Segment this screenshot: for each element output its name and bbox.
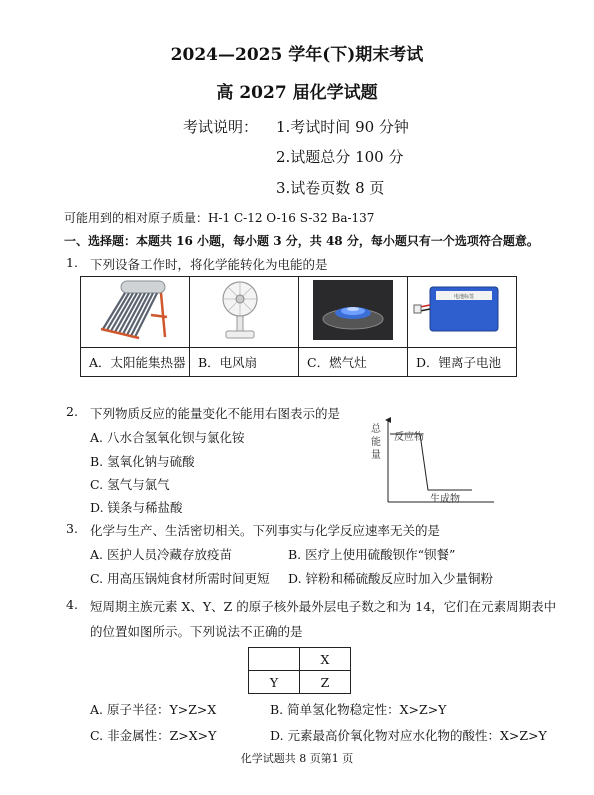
q1-option-a: A．太阳能集热器 xyxy=(81,348,190,377)
question-2-stem: 下列物质反应的能量变化不能用右图表示的是 xyxy=(90,406,341,421)
q2-option-a: A. 八水合氢氧化钡与氯化铵 xyxy=(90,430,245,445)
question-4-number: 4. xyxy=(66,597,78,612)
gas-stove-icon xyxy=(299,277,407,343)
solar-heater-icon xyxy=(81,277,189,343)
question-3-number: 3. xyxy=(66,521,78,536)
question-3-stem: 化学与生产、生活密切相关。下列事实与化学反应速率无关的是 xyxy=(90,523,441,538)
q1-option-b: B．电风扇 xyxy=(190,348,299,377)
q4-option-a: A. 原子半径：Y>Z>X xyxy=(90,702,217,717)
battery-icon xyxy=(408,277,516,343)
q2-option-b: B. 氢氧化钠与硫酸 xyxy=(90,454,195,469)
question-1-stem: 下列设备工作时，将化学能转化为电能的是 xyxy=(90,257,328,272)
exam-subtitle: 高 2027 届化学试题 xyxy=(216,83,378,103)
lithium-battery-image xyxy=(408,277,517,348)
periodic-cell xyxy=(249,648,300,671)
instruction-item-2: 2.试题总分 100 分 xyxy=(276,148,404,166)
periodic-cell-y: Y xyxy=(249,671,300,694)
instruction-item-3: 3.试卷页数 8 页 xyxy=(276,179,385,197)
question-1-number: 1. xyxy=(66,255,78,270)
instructions-label: 考试说明： xyxy=(183,118,259,136)
gas-stove-image xyxy=(299,277,408,348)
q4-option-d: D. 元素最高价氧化物对应水化物的酸性：X>Z>Y xyxy=(270,728,547,743)
q2-option-d: D. 镁条与稀盐酸 xyxy=(90,500,183,515)
electric-fan-image xyxy=(190,277,299,348)
reactant-label: 反应物 xyxy=(394,432,424,443)
q2-option-c: C. 氢气与氯气 xyxy=(90,477,170,492)
q3-option-d: D. 锌粉和稀硫酸反应时加入少量铜粉 xyxy=(288,571,494,586)
periodic-position-table xyxy=(248,647,351,694)
instruction-item-1: 1.考试时间 90 分钟 xyxy=(276,118,409,136)
device-table xyxy=(80,276,517,377)
periodic-cell-z: Z xyxy=(300,671,351,694)
q1-option-c: C．燃气灶 xyxy=(299,348,408,377)
energy-ylabel: 总能量 xyxy=(371,424,381,461)
q3-option-b: B. 医疗上使用硫酸钡作“钡餐” xyxy=(288,547,456,562)
q1-option-d: D．锂离子电池 xyxy=(408,348,517,377)
exam-title: 2024—2025 学年(下)期末考试 xyxy=(170,45,424,65)
q4-option-c: C. 非金属性：Z>X>Y xyxy=(90,728,217,743)
question-4-stem-line1: 短周期主族元素 X、Y、Z 的原子核外最外层电子数之和为 14，它们在元素周期表中 xyxy=(90,599,557,614)
svg-text:电池标签: 电池标签 xyxy=(453,294,475,300)
q4-option-b: B. 简单氢化物稳定性：X>Z>Y xyxy=(270,702,447,717)
page-footer: 化学试题共 8 页第1 页 xyxy=(240,752,354,765)
q3-option-c: C. 用高压锅炖食材所需时间更短 xyxy=(90,571,270,586)
q3-option-a: A. 医护人员冷藏存放疫苗 xyxy=(90,547,232,562)
solar-heater-image xyxy=(81,277,190,348)
section-heading: 一、选择题：本题共 16 小题，每小题 3 分，共 48 分，每小题只有一个选项符合题意。 xyxy=(64,234,539,248)
energy-diagram xyxy=(368,416,498,512)
product-label: 生成物 xyxy=(430,494,460,505)
question-2-number: 2. xyxy=(66,404,78,419)
periodic-cell-x: X xyxy=(300,648,351,671)
question-4-stem-line2: 的位置如图所示。下列说法不正确的是 xyxy=(90,624,303,639)
atomic-masses: 可能用到的相对原子质量：H-1 C-12 O-16 S-32 Ba-137 xyxy=(64,211,375,225)
fan-icon xyxy=(190,277,298,343)
